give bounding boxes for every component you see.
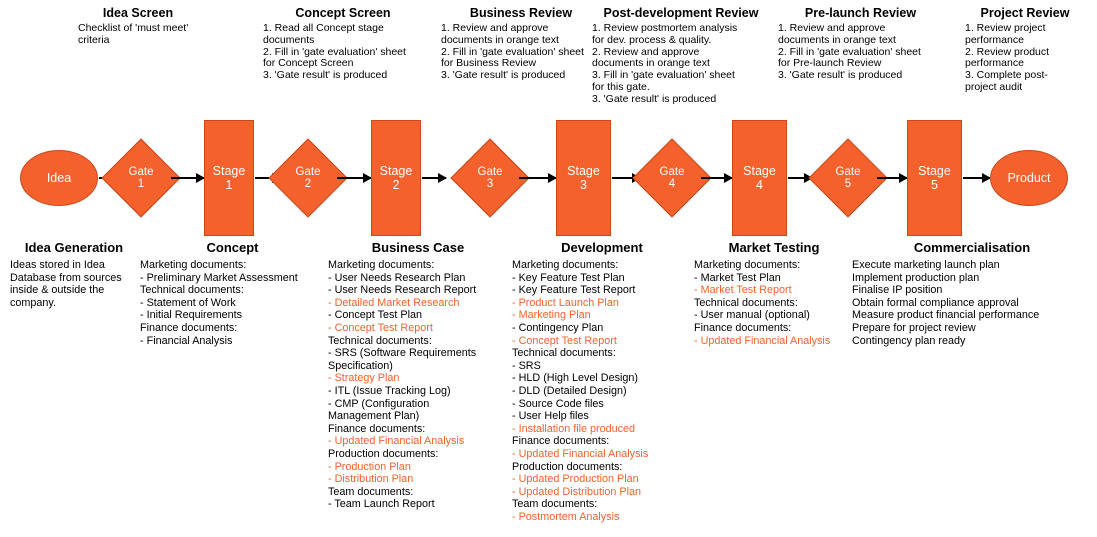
gate-description-title: Pre-launch Review [804,6,917,20]
gate-description-title: Business Review [469,6,573,20]
gate-description-line: for Business Review [441,57,537,70]
deliverable-line: Finance documents: [140,321,238,334]
deliverable-line: Marketing documents: [694,259,801,271]
deliverable-line: Specification) [328,359,393,372]
gate-description-line: 3. Complete post- [965,69,1048,82]
stage-deliverables-idea-generation [10,240,138,309]
gate-description-title: Post-development Review [603,6,759,20]
deliverable-line: Technical documents: [512,347,616,360]
gate-description-line: performance [965,57,1024,70]
gate-description-body [592,23,770,106]
process-flow [0,128,1097,228]
flow-node-label [820,150,876,206]
gate-description-line: 1. Review postmortem analysis [592,22,738,34]
gate-description-line: project audit [965,80,1023,93]
gate-description-line: 3. 'Gate result' is produced [778,69,903,82]
gate-description-line: documents in orange text [778,33,896,46]
deliverable-line: - Team Launch Report [328,498,435,511]
flow-node-label-line1: Gate [295,165,321,178]
flow-arrow [337,177,371,179]
deliverable-line: - User Needs Research Plan [328,271,466,284]
deliverable-line: - Updated Financial Analysis [328,435,465,448]
gate-description-line: 1. Review and approve [778,22,886,34]
gate-description-line: documents in orange text [441,33,559,46]
gate-description-line: 3. Fill in 'gate evaluation' sheet [592,69,735,82]
gate-description-line: 3. 'Gate result' is produced [592,92,717,105]
gate-description-line: 2. Fill in 'gate evaluation' sheet [263,45,406,58]
flow-node-label-line2: 1 [225,178,233,192]
gate-description-body [263,23,423,82]
deliverable-line: Team documents: [512,498,598,511]
flow-node-stage-5[interactable] [907,120,962,236]
deliverable-line: - Strategy Plan [328,372,400,385]
gate-description-line: 2. Fill in 'gate evaluation' sheet [441,45,584,58]
flow-node-product[interactable] [990,150,1068,206]
deliverable-line: - Contingency Plan [512,321,604,334]
deliverable-line: - Installation file produced [512,422,636,435]
stage-deliverables-business-case [328,240,508,511]
deliverable-line: - CMP (Configuration [328,397,430,410]
deliverable-line: company. [10,296,57,309]
flow-node-stage-3[interactable] [556,120,611,236]
gate-description-body [778,23,943,82]
gate-description-post-development-review [592,6,770,106]
deliverable-line: Management Plan) [328,410,420,423]
flow-node-stage-1[interactable] [204,120,254,236]
stage-deliverables-body [852,259,1092,347]
flow-arrow [171,177,204,179]
deliverable-line: - Updated Distribution Plan [512,485,642,498]
deliverable-line: Finalise IP position [852,284,943,297]
flow-node-label-line2: 2 [304,178,312,190]
stage-deliverables-title: Idea Generation [24,240,124,255]
deliverable-line: - Financial Analysis [140,334,233,347]
gate-description-line: Checklist of 'must meet' [78,22,189,34]
gate-description-line: documents [263,33,315,46]
flow-node-gate-3[interactable] [462,150,518,206]
deliverable-line: - SRS [512,359,541,372]
flow-arrow [963,177,990,179]
deliverable-line: - Source Code files [512,397,604,410]
deliverable-line: - HLD (High Level Design) [512,372,639,385]
flow-node-label: Idea [46,171,72,185]
deliverable-line: - Concept Test Plan [328,309,423,322]
gate-description-pre-launch-review [778,6,943,82]
gate-description-line: for Pre-launch Review [778,57,882,70]
deliverable-line: - Initial Requirements [140,309,243,322]
flow-node-label-line2: 3 [486,178,494,190]
flow-node-label-line1: Gate [477,165,503,178]
deliverable-line: - Postmortem Analysis [512,510,620,523]
stage-deliverables-title: Concept [206,240,259,255]
flow-node-gate-5[interactable] [820,150,876,206]
flow-node-label-line2: 2 [392,178,400,192]
flow-arrow [877,177,907,179]
gate-description-title: Project Review [980,6,1070,20]
gate-description-title: Concept Screen [295,6,391,20]
deliverable-line: - Concept Test Report [328,321,433,334]
deliverable-line: - DLD (Detailed Design) [512,384,627,397]
gate-description-line: for Concept Screen [263,57,354,70]
deliverable-line: Technical documents: [140,284,244,297]
stage-deliverables-body [328,259,508,511]
deliverable-line: Database from sources [10,271,122,284]
gate-description-line: 3. 'Gate result' is produced [263,69,388,82]
flow-node-label-line2: 5 [931,178,938,192]
stage-deliverables-market-testing [694,240,854,347]
gate-description-line: criteria [78,33,110,46]
deliverable-line: Prepare for project review [852,321,976,334]
deliverable-line: Finance documents: [328,422,426,435]
gate-description-line: 1. Review and approve [441,22,549,34]
deliverable-line: - User Needs Research Report [328,284,477,297]
gate-description-body [78,23,198,47]
deliverable-line: - Detailed Market Research [328,296,460,309]
deliverable-line: - Market Test Report [694,284,792,297]
flow-node-label-line2: 3 [580,178,587,192]
deliverable-line: Implement production plan [852,271,980,284]
flow-node-label-line2: 4 [756,178,763,192]
gate-description-line: documents in orange text [592,57,710,70]
deliverable-line: - Updated Financial Analysis [512,447,649,460]
deliverable-line: - Key Feature Test Plan [512,271,625,284]
deliverable-line: Production documents: [512,460,623,473]
stage-deliverables-body [10,259,138,309]
flow-node-stage-4[interactable] [732,120,787,236]
deliverable-line: - Distribution Plan [328,473,414,486]
flow-arrow [701,177,732,179]
gate-description-idea-screen [78,6,198,47]
gate-description-body [441,23,601,82]
gate-description-line: 1. Review project [965,22,1046,34]
deliverable-line: Marketing documents: [512,259,619,271]
flow-node-gate-4[interactable] [644,150,700,206]
deliverable-line: Marketing documents: [328,259,435,271]
deliverable-line: Marketing documents: [140,259,247,271]
flow-arrow [519,177,556,179]
flow-node-label-line1: Stage [212,164,246,178]
stage-deliverables-title: Market Testing [728,240,820,255]
flow-arrow [422,177,446,179]
flow-node-label-line1: Stage [379,164,413,178]
deliverable-line: Measure product financial performance [852,309,1040,322]
deliverable-line: inside & outside the [10,284,105,297]
flow-node-gate-1[interactable] [113,150,169,206]
stage-deliverables-commercialisation [852,240,1092,347]
gate-description-concept-screen [263,6,423,82]
deliverable-line: Finance documents: [512,435,610,448]
flow-node-label-line1: Gate [659,165,685,178]
deliverable-line: Obtain formal compliance approval [852,296,1019,309]
stage-deliverables-title: Business Case [371,240,465,255]
deliverable-line: - ITL (Issue Tracking Log) [328,384,451,397]
flow-node-gate-2[interactable] [280,150,336,206]
gate-description-project-review [965,6,1085,94]
deliverable-line: - User manual (optional) [694,309,810,322]
deliverable-line: - User Help files [512,410,589,423]
deliverable-line: Execute marketing launch plan [852,259,1000,271]
deliverable-line: - Preliminary Market Assessment [140,271,298,284]
flow-node-label: Product [1007,171,1051,185]
stage-deliverables-body [512,259,692,523]
deliverable-line: - Production Plan [328,460,411,473]
flow-node-label [644,150,700,206]
gate-description-business-review [441,6,601,82]
deliverable-line: - Updated Financial Analysis [694,334,831,347]
deliverable-line: Finance documents: [694,321,792,334]
flow-node-label-line2: 4 [668,178,676,190]
stage-deliverables-title: Commercialisation [913,240,1031,255]
deliverable-line: - SRS (Software Requirements [328,347,477,360]
flow-node-label [113,150,169,206]
flow-node-label-line1: Stage [567,164,600,178]
deliverable-line: Production documents: [328,447,439,460]
flow-node-label [280,150,336,206]
gate-description-line: 2. Review and approve [592,45,700,58]
deliverable-line: - Updated Production Plan [512,473,639,486]
deliverable-line: - Key Feature Test Report [512,284,636,297]
gate-description-line: performance [965,33,1024,46]
stage-deliverables-concept [140,240,325,347]
gate-description-body [965,23,1085,94]
flow-node-idea[interactable] [20,150,98,206]
flow-node-label-line1: Gate [835,165,861,178]
gate-description-line: 3. 'Gate result' is produced [441,69,566,82]
stage-deliverables-body [140,259,325,347]
deliverable-line: Technical documents: [328,334,432,347]
flow-node-label-line2: 1 [137,178,145,190]
deliverable-line: Team documents: [328,485,414,498]
gate-description-title: Idea Screen [102,6,174,20]
gate-description-line: 1. Read all Concept stage [263,22,384,34]
deliverable-line: Contingency plan ready [852,334,966,347]
stage-deliverables-title: Development [561,240,643,255]
flow-node-label-line1: Stage [743,164,776,178]
flow-node-label-line1: Gate [128,165,154,178]
deliverable-line: - Concept Test Report [512,334,617,347]
stage-deliverables-body [694,259,854,347]
deliverable-line: Ideas stored in Idea [10,259,105,271]
deliverable-line: - Product Launch Plan [512,296,619,309]
gate-description-line: for dev. process & quality. [592,33,712,46]
gate-description-line: 2. Review product [965,45,1050,58]
stage-deliverables-development [512,240,692,523]
deliverable-line: - Marketing Plan [512,309,591,322]
deliverable-line: Technical documents: [694,296,798,309]
deliverable-line: - Market Test Plan [694,271,781,284]
flow-node-label [462,150,518,206]
flow-node-label-line1: Stage [918,164,951,178]
gate-description-line: for this gate. [592,80,650,93]
deliverable-line: - Statement of Work [140,296,236,309]
flow-node-stage-2[interactable] [371,120,421,236]
gate-description-line: 2. Fill in 'gate evaluation' sheet [778,45,921,58]
flow-node-label-line2: 5 [844,178,852,190]
